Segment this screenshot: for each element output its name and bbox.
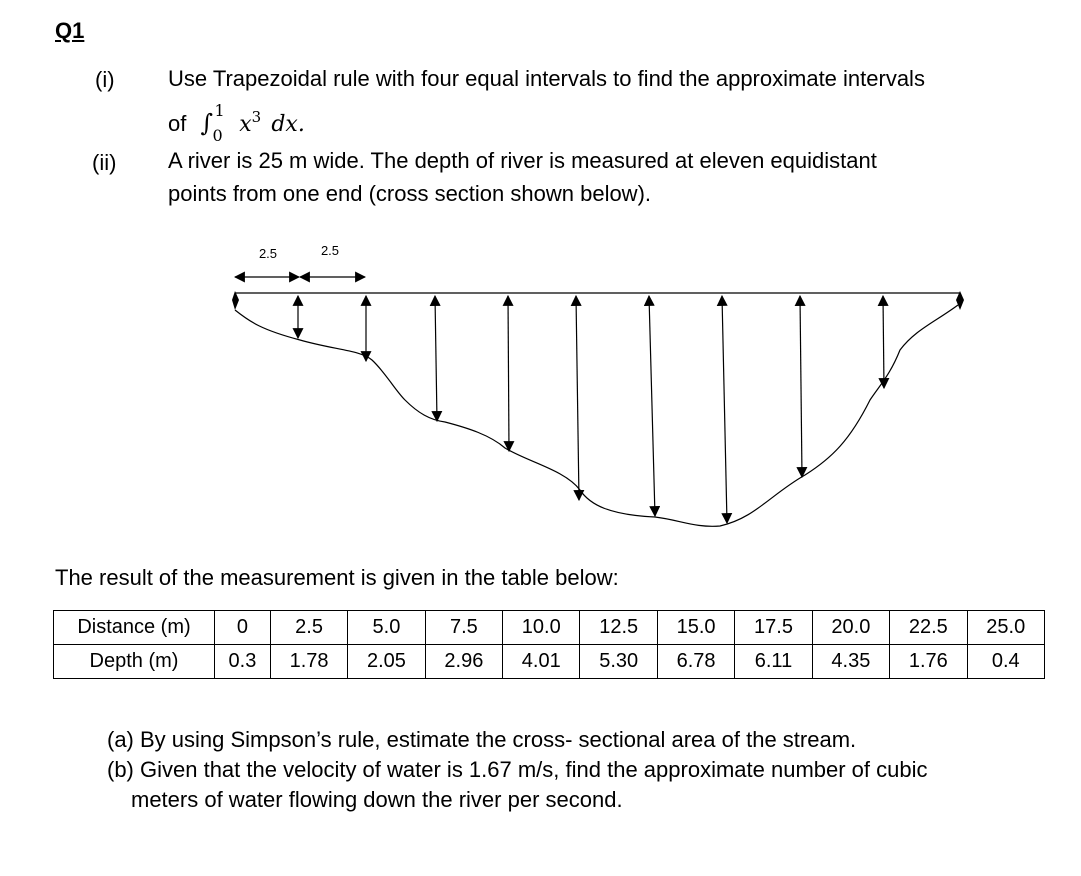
sub-question-b-line1: (b) Given that the velocity of water is 1.67 m/s, find the approximate number of cubic bbox=[107, 757, 928, 782]
spacing-label-2: 2.5 bbox=[320, 243, 340, 258]
distance-cell: 7.5 bbox=[425, 611, 502, 645]
depth-cell: 2.96 bbox=[425, 645, 502, 679]
depth-cell: 0.3 bbox=[215, 645, 271, 679]
depth-arrow bbox=[722, 296, 727, 523]
spacing-label-1: 2.5 bbox=[258, 246, 278, 261]
question-number: Q1 bbox=[55, 18, 85, 43]
exponent: 3 bbox=[251, 108, 262, 126]
distance-cell: 20.0 bbox=[812, 611, 889, 645]
right-bank-marker bbox=[956, 291, 964, 310]
row-header-distance: Distance (m) bbox=[54, 611, 215, 645]
distance-cell: 10.0 bbox=[503, 611, 580, 645]
part-i-label: (i) bbox=[95, 67, 115, 92]
depth-cell: 4.35 bbox=[812, 645, 889, 679]
depth-arrow bbox=[649, 296, 655, 516]
row-header-depth: Depth (m) bbox=[54, 645, 215, 679]
depth-cell: 4.01 bbox=[503, 645, 580, 679]
sub-question-a: (a) By using Simpson’s rule, estimate the cross- sectional area of the stream. bbox=[107, 727, 857, 752]
depth-arrow bbox=[508, 296, 509, 451]
depth-cell: 5.30 bbox=[580, 645, 657, 679]
depth-cell: 1.78 bbox=[270, 645, 347, 679]
integral-sign: ∫ bbox=[200, 109, 213, 137]
distance-cell: 22.5 bbox=[890, 611, 967, 645]
left-bank-marker bbox=[232, 291, 239, 310]
distance-cell: 12.5 bbox=[580, 611, 657, 645]
depth-cell: 6.78 bbox=[657, 645, 734, 679]
depth-cell: 6.11 bbox=[735, 645, 812, 679]
depth-cell: 2.05 bbox=[348, 645, 425, 679]
lower-limit: 0 bbox=[212, 126, 223, 145]
depth-arrow bbox=[576, 296, 579, 500]
integrand-variable: x bbox=[239, 112, 252, 137]
distance-cell: 15.0 bbox=[657, 611, 734, 645]
measurement-table bbox=[53, 610, 1045, 679]
distance-cell: 5.0 bbox=[348, 611, 425, 645]
depth-cell: 0.4 bbox=[967, 645, 1045, 679]
distance-cell: 17.5 bbox=[735, 611, 812, 645]
part-ii-label: (ii) bbox=[92, 150, 117, 175]
table-intro: The result of the measurement is given in the table below: bbox=[55, 565, 619, 590]
depth-measurement-arrows bbox=[298, 296, 884, 523]
depth-cell: 1.76 bbox=[890, 645, 967, 679]
part-ii-line2: points from one end (cross section shown below). bbox=[168, 181, 652, 206]
river-bed-profile bbox=[235, 305, 958, 526]
part-ii-line1: A river is 25 m wide. The depth of river is measured at eleven equidistant bbox=[168, 148, 877, 173]
table-row-distance bbox=[54, 611, 1045, 645]
distance-cell: 25.0 bbox=[967, 611, 1045, 645]
part-i-line1: Use Trapezoidal rule with four equal intervals to find the approximate intervals bbox=[168, 66, 925, 91]
depth-arrow bbox=[883, 296, 884, 388]
depth-arrow bbox=[435, 296, 437, 421]
distance-cell: 0 bbox=[215, 611, 271, 645]
sub-question-b-line2: meters of water flowing down the river per second. bbox=[131, 787, 623, 812]
upper-limit: 1 bbox=[214, 101, 225, 120]
differential: dx. bbox=[271, 112, 305, 137]
depth-arrow bbox=[800, 296, 802, 477]
of-text: of bbox=[168, 111, 187, 136]
table-row-depth bbox=[54, 645, 1045, 679]
distance-cell: 2.5 bbox=[270, 611, 347, 645]
